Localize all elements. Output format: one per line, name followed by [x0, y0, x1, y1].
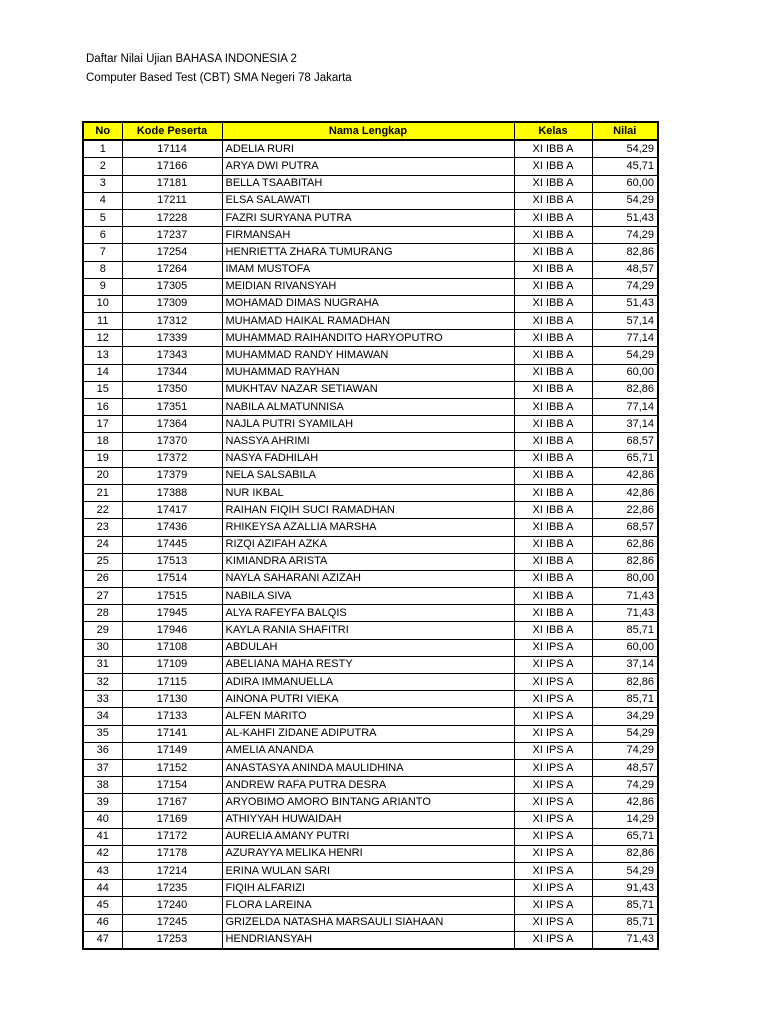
cell-kode-peserta: 17115 — [122, 674, 222, 691]
cell-nama-lengkap: MUKHTAV NAZAR SETIAWAN — [222, 381, 514, 398]
cell-kelas: XI IBB A — [514, 605, 592, 622]
cell-kode-peserta: 17305 — [122, 278, 222, 295]
cell-kelas: XI IBB A — [514, 553, 592, 570]
cell-kelas: XI IPS A — [514, 759, 592, 776]
cell-nama-lengkap: RHIKEYSA AZALLIA MARSHA — [222, 519, 514, 536]
table-row — [83, 295, 658, 312]
table-row — [83, 278, 658, 295]
cell-nilai: 60,00 — [592, 364, 658, 381]
cell-no: 2 — [83, 158, 122, 175]
cell-nama-lengkap: IMAM MUSTOFA — [222, 261, 514, 278]
table-row — [83, 416, 658, 433]
cell-nama-lengkap: FAZRI SURYANA PUTRA — [222, 209, 514, 226]
cell-no: 27 — [83, 588, 122, 605]
cell-kode-peserta: 17515 — [122, 588, 222, 605]
cell-kode-peserta: 17141 — [122, 725, 222, 742]
column-header-kelas: Kelas — [514, 122, 592, 140]
cell-kelas: XI IBB A — [514, 570, 592, 587]
cell-no: 29 — [83, 622, 122, 639]
cell-kelas: XI IPS A — [514, 845, 592, 862]
table-row — [83, 880, 658, 897]
column-header-nilai: Nilai — [592, 122, 658, 140]
cell-nama-lengkap: HENRIETTA ZHARA TUMURANG — [222, 244, 514, 261]
cell-nama-lengkap: ALFEN MARITO — [222, 708, 514, 725]
cell-kode-peserta: 17417 — [122, 502, 222, 519]
cell-nilai: 74,29 — [592, 227, 658, 244]
cell-kode-peserta: 17264 — [122, 261, 222, 278]
cell-kelas: XI IBB A — [514, 484, 592, 501]
table-row — [83, 605, 658, 622]
cell-kode-peserta: 17167 — [122, 794, 222, 811]
cell-no: 12 — [83, 330, 122, 347]
cell-nama-lengkap: ANDREW RAFA PUTRA DESRA — [222, 777, 514, 794]
cell-no: 7 — [83, 244, 122, 261]
cell-no: 35 — [83, 725, 122, 742]
cell-kode-peserta: 17344 — [122, 364, 222, 381]
cell-nama-lengkap: NAYLA SAHARANI AZIZAH — [222, 570, 514, 587]
cell-nilai: 74,29 — [592, 742, 658, 759]
table-row — [83, 450, 658, 467]
cell-nama-lengkap: KAYLA RANIA SHAFITRI — [222, 622, 514, 639]
cell-nama-lengkap: BELLA TSAABITAH — [222, 175, 514, 192]
table-row — [83, 674, 658, 691]
cell-no: 31 — [83, 656, 122, 673]
cell-kelas: XI IPS A — [514, 897, 592, 914]
cell-nilai: 68,57 — [592, 519, 658, 536]
cell-nilai: 91,43 — [592, 880, 658, 897]
cell-no: 17 — [83, 416, 122, 433]
document-title: Daftar Nilai Ujian BAHASA INDONESIA 2 — [86, 53, 297, 65]
cell-kelas: XI IBB A — [514, 622, 592, 639]
cell-nilai: 74,29 — [592, 278, 658, 295]
cell-kode-peserta: 17514 — [122, 570, 222, 587]
table-row — [83, 588, 658, 605]
cell-nilai: 37,14 — [592, 656, 658, 673]
cell-no: 22 — [83, 502, 122, 519]
cell-kelas: XI IBB A — [514, 158, 592, 175]
cell-no: 16 — [83, 399, 122, 416]
cell-kelas: XI IBB A — [514, 192, 592, 209]
cell-nilai: 82,86 — [592, 674, 658, 691]
cell-no: 34 — [83, 708, 122, 725]
cell-nilai: 85,71 — [592, 914, 658, 931]
cell-nilai: 54,29 — [592, 725, 658, 742]
cell-kelas: XI IBB A — [514, 295, 592, 312]
cell-nama-lengkap: AMELIA ANANDA — [222, 742, 514, 759]
cell-no: 43 — [83, 863, 122, 880]
cell-no: 33 — [83, 691, 122, 708]
cell-nama-lengkap: ABDULAH — [222, 639, 514, 656]
cell-nama-lengkap: ELSA SALAWATI — [222, 192, 514, 209]
table-row — [83, 811, 658, 828]
table-row — [83, 227, 658, 244]
cell-nama-lengkap: AURELIA AMANY PUTRI — [222, 828, 514, 845]
cell-kode-peserta: 17253 — [122, 931, 222, 949]
table-row — [83, 261, 658, 278]
table-row — [83, 192, 658, 209]
table-row — [83, 433, 658, 450]
cell-nilai: 42,86 — [592, 484, 658, 501]
table-row — [83, 347, 658, 364]
cell-kode-peserta: 17181 — [122, 175, 222, 192]
cell-kelas: XI IPS A — [514, 639, 592, 656]
cell-kode-peserta: 17237 — [122, 227, 222, 244]
cell-kelas: XI IPS A — [514, 674, 592, 691]
cell-nilai: 85,71 — [592, 622, 658, 639]
cell-kode-peserta: 17133 — [122, 708, 222, 725]
cell-kode-peserta: 17343 — [122, 347, 222, 364]
cell-nama-lengkap: ADIRA IMMANUELLA — [222, 674, 514, 691]
cell-kelas: XI IBB A — [514, 140, 592, 158]
cell-nilai: 48,57 — [592, 759, 658, 776]
cell-no: 9 — [83, 278, 122, 295]
cell-no: 40 — [83, 811, 122, 828]
cell-nama-lengkap: NABILA SIVA — [222, 588, 514, 605]
cell-nilai: 57,14 — [592, 313, 658, 330]
cell-kode-peserta: 17372 — [122, 450, 222, 467]
cell-kode-peserta: 17109 — [122, 656, 222, 673]
cell-no: 25 — [83, 553, 122, 570]
cell-kelas: XI IPS A — [514, 880, 592, 897]
cell-kelas: XI IBB A — [514, 209, 592, 226]
cell-kode-peserta: 17169 — [122, 811, 222, 828]
cell-kelas: XI IBB A — [514, 313, 592, 330]
cell-nilai: 77,14 — [592, 330, 658, 347]
cell-nama-lengkap: NAJLA PUTRI SYAMILAH — [222, 416, 514, 433]
cell-kelas: XI IBB A — [514, 536, 592, 553]
table-row — [83, 244, 658, 261]
table-row — [83, 656, 658, 673]
cell-kode-peserta: 17254 — [122, 244, 222, 261]
cell-nama-lengkap: GRIZELDA NATASHA MARSAULI SIAHAAN — [222, 914, 514, 931]
cell-nama-lengkap: ARYA DWI PUTRA — [222, 158, 514, 175]
table-row — [83, 140, 658, 158]
cell-kelas: XI IBB A — [514, 244, 592, 261]
table-row — [83, 759, 658, 776]
cell-kode-peserta: 17211 — [122, 192, 222, 209]
cell-kode-peserta: 17235 — [122, 880, 222, 897]
cell-kelas: XI IBB A — [514, 330, 592, 347]
cell-kode-peserta: 17214 — [122, 863, 222, 880]
table-row — [83, 725, 658, 742]
cell-nama-lengkap: MUHAMAD HAIKAL RAMADHAN — [222, 313, 514, 330]
cell-nama-lengkap: NASYA FADHILAH — [222, 450, 514, 467]
cell-nama-lengkap: NABILA ALMATUNNISA — [222, 399, 514, 416]
cell-nilai: 54,29 — [592, 863, 658, 880]
cell-no: 1 — [83, 140, 122, 158]
table-row — [83, 639, 658, 656]
cell-kode-peserta: 17370 — [122, 433, 222, 450]
cell-no: 45 — [83, 897, 122, 914]
cell-no: 14 — [83, 364, 122, 381]
cell-no: 30 — [83, 639, 122, 656]
table-row — [83, 536, 658, 553]
cell-nama-lengkap: ABELIANA MAHA RESTY — [222, 656, 514, 673]
table-row — [83, 158, 658, 175]
cell-nama-lengkap: NUR IKBAL — [222, 484, 514, 501]
cell-nilai: 60,00 — [592, 175, 658, 192]
cell-no: 44 — [83, 880, 122, 897]
cell-nilai: 62,86 — [592, 536, 658, 553]
cell-nama-lengkap: KIMIANDRA ARISTA — [222, 553, 514, 570]
cell-nilai: 42,86 — [592, 794, 658, 811]
cell-kelas: XI IBB A — [514, 433, 592, 450]
cell-no: 4 — [83, 192, 122, 209]
cell-kelas: XI IBB A — [514, 502, 592, 519]
cell-kode-peserta: 17166 — [122, 158, 222, 175]
cell-kelas: XI IBB A — [514, 175, 592, 192]
cell-nilai: 85,71 — [592, 691, 658, 708]
cell-nama-lengkap: AL-KAHFI ZIDANE ADIPUTRA — [222, 725, 514, 742]
cell-nama-lengkap: MOHAMAD DIMAS NUGRAHA — [222, 295, 514, 312]
cell-kelas: XI IBB A — [514, 399, 592, 416]
cell-kelas: XI IPS A — [514, 931, 592, 949]
cell-kode-peserta: 17379 — [122, 467, 222, 484]
table-row — [83, 914, 658, 931]
cell-kode-peserta: 17240 — [122, 897, 222, 914]
cell-kelas: XI IPS A — [514, 828, 592, 845]
cell-kelas: XI IPS A — [514, 725, 592, 742]
cell-nilai: 51,43 — [592, 295, 658, 312]
table-row — [83, 897, 658, 914]
cell-no: 6 — [83, 227, 122, 244]
cell-nama-lengkap: MUHAMMAD RANDY HIMAWAN — [222, 347, 514, 364]
cell-kelas: XI IBB A — [514, 450, 592, 467]
column-header-no: No — [83, 122, 122, 140]
cell-nilai: 22,86 — [592, 502, 658, 519]
cell-nama-lengkap: AZURAYYA MELIKA HENRI — [222, 845, 514, 862]
cell-kode-peserta: 17178 — [122, 845, 222, 862]
table-row — [83, 175, 658, 192]
cell-kelas: XI IBB A — [514, 588, 592, 605]
table-row — [83, 708, 658, 725]
cell-kelas: XI IBB A — [514, 261, 592, 278]
table-header-row — [83, 122, 658, 140]
cell-kelas: XI IBB A — [514, 278, 592, 295]
cell-kode-peserta: 17309 — [122, 295, 222, 312]
column-header-nama-lengkap: Nama Lengkap — [222, 122, 514, 140]
cell-nilai: 80,00 — [592, 570, 658, 587]
cell-kode-peserta: 17436 — [122, 519, 222, 536]
cell-no: 10 — [83, 295, 122, 312]
cell-no: 46 — [83, 914, 122, 931]
table-row — [83, 777, 658, 794]
column-header-kode-peserta: Kode Peserta — [122, 122, 222, 140]
cell-kelas: XI IBB A — [514, 467, 592, 484]
cell-nama-lengkap: MEIDIAN RIVANSYAH — [222, 278, 514, 295]
cell-nama-lengkap: ANASTASYA ANINDA MAULIDHINA — [222, 759, 514, 776]
cell-nilai: 48,57 — [592, 261, 658, 278]
cell-nilai: 85,71 — [592, 897, 658, 914]
cell-kelas: XI IPS A — [514, 811, 592, 828]
cell-nilai: 71,43 — [592, 588, 658, 605]
table-row — [83, 931, 658, 949]
cell-no: 11 — [83, 313, 122, 330]
table-row — [83, 381, 658, 398]
table-row — [83, 467, 658, 484]
cell-nilai: 45,71 — [592, 158, 658, 175]
cell-no: 21 — [83, 484, 122, 501]
cell-kode-peserta: 17388 — [122, 484, 222, 501]
cell-kode-peserta: 17114 — [122, 140, 222, 158]
cell-kode-peserta: 17513 — [122, 553, 222, 570]
cell-kode-peserta: 17149 — [122, 742, 222, 759]
cell-no: 32 — [83, 674, 122, 691]
cell-nama-lengkap: ATHIYYAH HUWAIDAH — [222, 811, 514, 828]
cell-kelas: XI IBB A — [514, 381, 592, 398]
cell-nama-lengkap: ERINA WULAN SARI — [222, 863, 514, 880]
cell-kode-peserta: 17351 — [122, 399, 222, 416]
cell-nama-lengkap: FLORA LAREINA — [222, 897, 514, 914]
cell-kode-peserta: 17445 — [122, 536, 222, 553]
cell-kode-peserta: 17154 — [122, 777, 222, 794]
table-body — [83, 140, 658, 949]
cell-kelas: XI IPS A — [514, 777, 592, 794]
table-row — [83, 570, 658, 587]
cell-nilai: 54,29 — [592, 140, 658, 158]
cell-no: 8 — [83, 261, 122, 278]
table-row — [83, 364, 658, 381]
cell-nama-lengkap: FIRMANSAH — [222, 227, 514, 244]
grades-table — [82, 121, 659, 950]
cell-nama-lengkap: HENDRIANSYAH — [222, 931, 514, 949]
cell-kode-peserta: 17108 — [122, 639, 222, 656]
table-row — [83, 691, 658, 708]
table-row — [83, 484, 658, 501]
cell-kode-peserta: 17312 — [122, 313, 222, 330]
cell-kelas: XI IPS A — [514, 691, 592, 708]
cell-nilai: 82,86 — [592, 381, 658, 398]
cell-kode-peserta: 17172 — [122, 828, 222, 845]
cell-nilai: 77,14 — [592, 399, 658, 416]
cell-kelas: XI IBB A — [514, 364, 592, 381]
cell-no: 13 — [83, 347, 122, 364]
table-row — [83, 330, 658, 347]
cell-nilai: 65,71 — [592, 828, 658, 845]
table-row — [83, 845, 658, 862]
cell-kelas: XI IBB A — [514, 227, 592, 244]
cell-nilai: 54,29 — [592, 347, 658, 364]
cell-kode-peserta: 17339 — [122, 330, 222, 347]
cell-nilai: 60,00 — [592, 639, 658, 656]
cell-kode-peserta: 17152 — [122, 759, 222, 776]
cell-nilai: 68,57 — [592, 433, 658, 450]
cell-nama-lengkap: RIZQI AZIFAH AZKA — [222, 536, 514, 553]
cell-nilai: 65,71 — [592, 450, 658, 467]
cell-nama-lengkap: ADELIA RURI — [222, 140, 514, 158]
cell-no: 15 — [83, 381, 122, 398]
table-row — [83, 828, 658, 845]
cell-kelas: XI IBB A — [514, 519, 592, 536]
table-row — [83, 209, 658, 226]
cell-no: 37 — [83, 759, 122, 776]
cell-kode-peserta: 17228 — [122, 209, 222, 226]
cell-no: 24 — [83, 536, 122, 553]
table-row — [83, 553, 658, 570]
cell-nilai: 14,29 — [592, 811, 658, 828]
cell-kelas: XI IPS A — [514, 794, 592, 811]
cell-no: 20 — [83, 467, 122, 484]
table-row — [83, 502, 658, 519]
cell-no: 28 — [83, 605, 122, 622]
cell-nilai: 42,86 — [592, 467, 658, 484]
cell-kode-peserta: 17130 — [122, 691, 222, 708]
cell-nilai: 34,29 — [592, 708, 658, 725]
cell-no: 39 — [83, 794, 122, 811]
cell-no: 42 — [83, 845, 122, 862]
cell-no: 23 — [83, 519, 122, 536]
cell-nama-lengkap: MUHAMMAD RAIHANDITO HARYOPUTRO — [222, 330, 514, 347]
cell-no: 38 — [83, 777, 122, 794]
table-row — [83, 794, 658, 811]
cell-nama-lengkap: MUHAMMAD RAYHAN — [222, 364, 514, 381]
cell-nama-lengkap: NELA SALSABILA — [222, 467, 514, 484]
cell-nama-lengkap: RAIHAN FIQIH SUCI RAMADHAN — [222, 502, 514, 519]
table-row — [83, 313, 658, 330]
cell-nama-lengkap: AINONA PUTRI VIEKA — [222, 691, 514, 708]
cell-nama-lengkap: NASSYA AHRIMI — [222, 433, 514, 450]
cell-nama-lengkap: ARYOBIMO AMORO BINTANG ARIANTO — [222, 794, 514, 811]
table-row — [83, 863, 658, 880]
cell-no: 19 — [83, 450, 122, 467]
cell-nilai: 71,43 — [592, 931, 658, 949]
cell-nilai: 54,29 — [592, 192, 658, 209]
cell-no: 47 — [83, 931, 122, 949]
cell-no: 18 — [83, 433, 122, 450]
cell-kode-peserta: 17945 — [122, 605, 222, 622]
cell-kode-peserta: 17946 — [122, 622, 222, 639]
cell-kelas: XI IPS A — [514, 914, 592, 931]
cell-nilai: 51,43 — [592, 209, 658, 226]
table-row — [83, 519, 658, 536]
cell-nilai: 82,86 — [592, 244, 658, 261]
cell-kelas: XI IPS A — [514, 656, 592, 673]
cell-no: 5 — [83, 209, 122, 226]
table-row — [83, 742, 658, 759]
cell-nilai: 82,86 — [592, 845, 658, 862]
cell-kode-peserta: 17364 — [122, 416, 222, 433]
cell-no: 3 — [83, 175, 122, 192]
cell-kelas: XI IPS A — [514, 742, 592, 759]
cell-kelas: XI IPS A — [514, 863, 592, 880]
document-subtitle: Computer Based Test (CBT) SMA Negeri 78 Jakarta — [86, 72, 352, 84]
cell-no: 36 — [83, 742, 122, 759]
table-row — [83, 399, 658, 416]
cell-kelas: XI IBB A — [514, 416, 592, 433]
cell-no: 26 — [83, 570, 122, 587]
cell-nama-lengkap: FIQIH ALFARIZI — [222, 880, 514, 897]
table-row — [83, 622, 658, 639]
cell-nama-lengkap: ALYA RAFEYFA BALQIS — [222, 605, 514, 622]
cell-nilai: 74,29 — [592, 777, 658, 794]
cell-kelas: XI IBB A — [514, 347, 592, 364]
cell-nilai: 71,43 — [592, 605, 658, 622]
cell-kode-peserta: 17350 — [122, 381, 222, 398]
cell-nilai: 82,86 — [592, 553, 658, 570]
cell-kelas: XI IPS A — [514, 708, 592, 725]
cell-nilai: 37,14 — [592, 416, 658, 433]
cell-kode-peserta: 17245 — [122, 914, 222, 931]
cell-no: 41 — [83, 828, 122, 845]
